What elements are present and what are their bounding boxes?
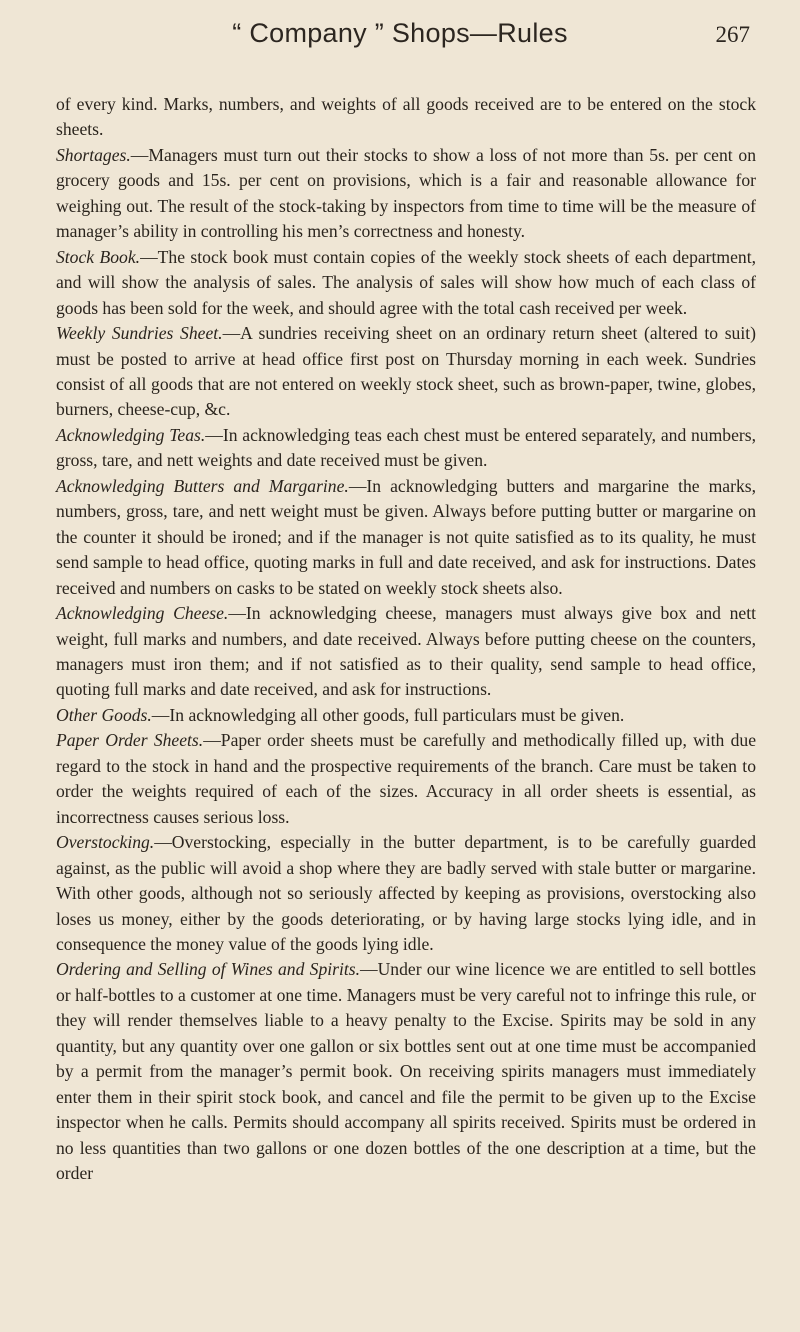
paragraph-text: —A sundries receiving sheet on an ordinary return sheet (altered to suit) must be posted to arrive at head office first post on Thursday morning in each week. Sundries consist of all goods that are not entered on weekly stock sheet, such as brown-paper, twine, globes, burners, cheese-cup, &c. xyxy=(56,323,756,420)
paragraph-text: —Overstocking, especially in the butter department, is to be carefully guarded against, as the public will avoid a shop where they are badly served with stale butter or margarine. With other goods, although not so seriously affected by keeping as provisions, overstocking also loses us money, either by the goods deteriorating, or by having large stocks lying idle, and in consequence the money value of the goods lying idle. xyxy=(56,832,756,954)
running-title: “ Company ” Shops—Rules xyxy=(232,18,568,48)
paragraph-overstocking xyxy=(56,830,756,957)
paragraph-text: of every kind. Marks, numbers, and weights of all goods received are to be entered on the stock sheets. xyxy=(56,94,756,140)
paragraph-text: —In acknowledging cheese, managers must always give box and nett weight, full marks and numbers, and date received. Always before putting cheese on the counters, managers must iron them; and if not satisfied as to their quality, send sample to head office, quoting full marks and date received, and ask for instructions. xyxy=(56,603,756,700)
paragraph-heading: Acknowledging Cheese. xyxy=(56,603,229,624)
paragraph-heading: Other Goods. xyxy=(56,704,152,725)
paragraph-heading: Paper Order Sheets. xyxy=(56,730,204,751)
paragraph-teas xyxy=(56,423,756,474)
paragraph-wines-spirits xyxy=(56,957,756,1186)
paragraph-heading: Acknowledging Butters and Margarine. xyxy=(56,475,349,496)
paragraph-other-goods xyxy=(56,703,756,728)
paragraph-paper-order xyxy=(56,728,756,830)
paragraph-text: —The stock book must contain copies of the weekly stock sheets of each department, and will show the analysis of sales. The analysis of sales will show how much of each class of goods has been sold for the week, and should agree with the total cash received per week. xyxy=(56,246,757,318)
paragraph-heading: Acknowledging Teas. xyxy=(56,424,206,445)
paragraph-text: —In acknowledging all other goods, full particulars must be given. xyxy=(151,704,625,725)
paragraph-heading: Ordering and Selling of Wines and Spirits. xyxy=(56,959,360,980)
body-text xyxy=(56,92,756,1186)
paragraph-text: —In acknowledging butters and margarine the marks, numbers, gross, tare, and nett weight must be given. Always before putting butter or margarine on the counter it should be ironed; and if the manager is not quite satisfied as to its quality, he must send sample to head office, quoting marks in full and date received, and ask for instructions. Dates received and numbers on casks to be stated on weekly stock sheets also. xyxy=(56,475,757,598)
paragraph-text: —Managers must turn out their stocks to show a loss of not more than 5s. per cent on grocery goods and 15s. per cent on provisions, which is a fair and reasonable allowance for weighing out. The result of the stock-taking by inspectors from time to time will be the measure of manager’s ability in controlling his men’s correctness and honesty. xyxy=(56,144,756,242)
paragraph-weekly-sundries xyxy=(56,321,756,423)
paragraph-text: —In acknowledging teas each chest must be entered separately, and numbers, gross, tare, and nett weights and date received must be given. xyxy=(56,424,756,471)
paragraph-continuation xyxy=(56,92,756,143)
page-number: 267 xyxy=(715,22,750,47)
paragraph-heading: Weekly Sundries Sheet. xyxy=(56,323,223,344)
paragraph-text: —Under our wine licence we are entitled to sell bottles or half-bottles to a customer at one time. Managers must be very careful not to infringe this rule, or they will render themselves liable to a heavy penalty to the Excise. Spirits may be sold in any quantity, but any quantity over one gallon or six bottles sent out at one time must be accompanied by a permit from the manager’s permit book. On receiving spirits managers must immediately enter them in their spirit stock book, and cancel and file the permit to be given up to the Excise inspector when he calls. Permits should accompany all spirits received. Spirits must be ordered in no less quantities than two gallons or one dozen bottles of the one description at a time, but the order xyxy=(56,959,756,1184)
paragraph-stock-book xyxy=(56,245,756,321)
paragraph-butters xyxy=(56,474,756,601)
paragraph-shortages xyxy=(56,143,756,245)
page-header xyxy=(0,18,800,62)
paragraph-heading: Shortages. xyxy=(56,144,131,165)
paragraph-text: —Paper order sheets must be carefully and methodically filled up, with due regard to the stock in hand and the prospective requirements of the branch. Care must be taken to order the weights required of each of the sizes. Accuracy in all order sheets is essential, as incorrectness causes serious loss. xyxy=(56,730,757,827)
paragraph-heading: Stock Book. xyxy=(56,246,141,267)
paragraph-heading: Overstocking. xyxy=(56,832,155,853)
paragraph-cheese xyxy=(56,601,756,703)
